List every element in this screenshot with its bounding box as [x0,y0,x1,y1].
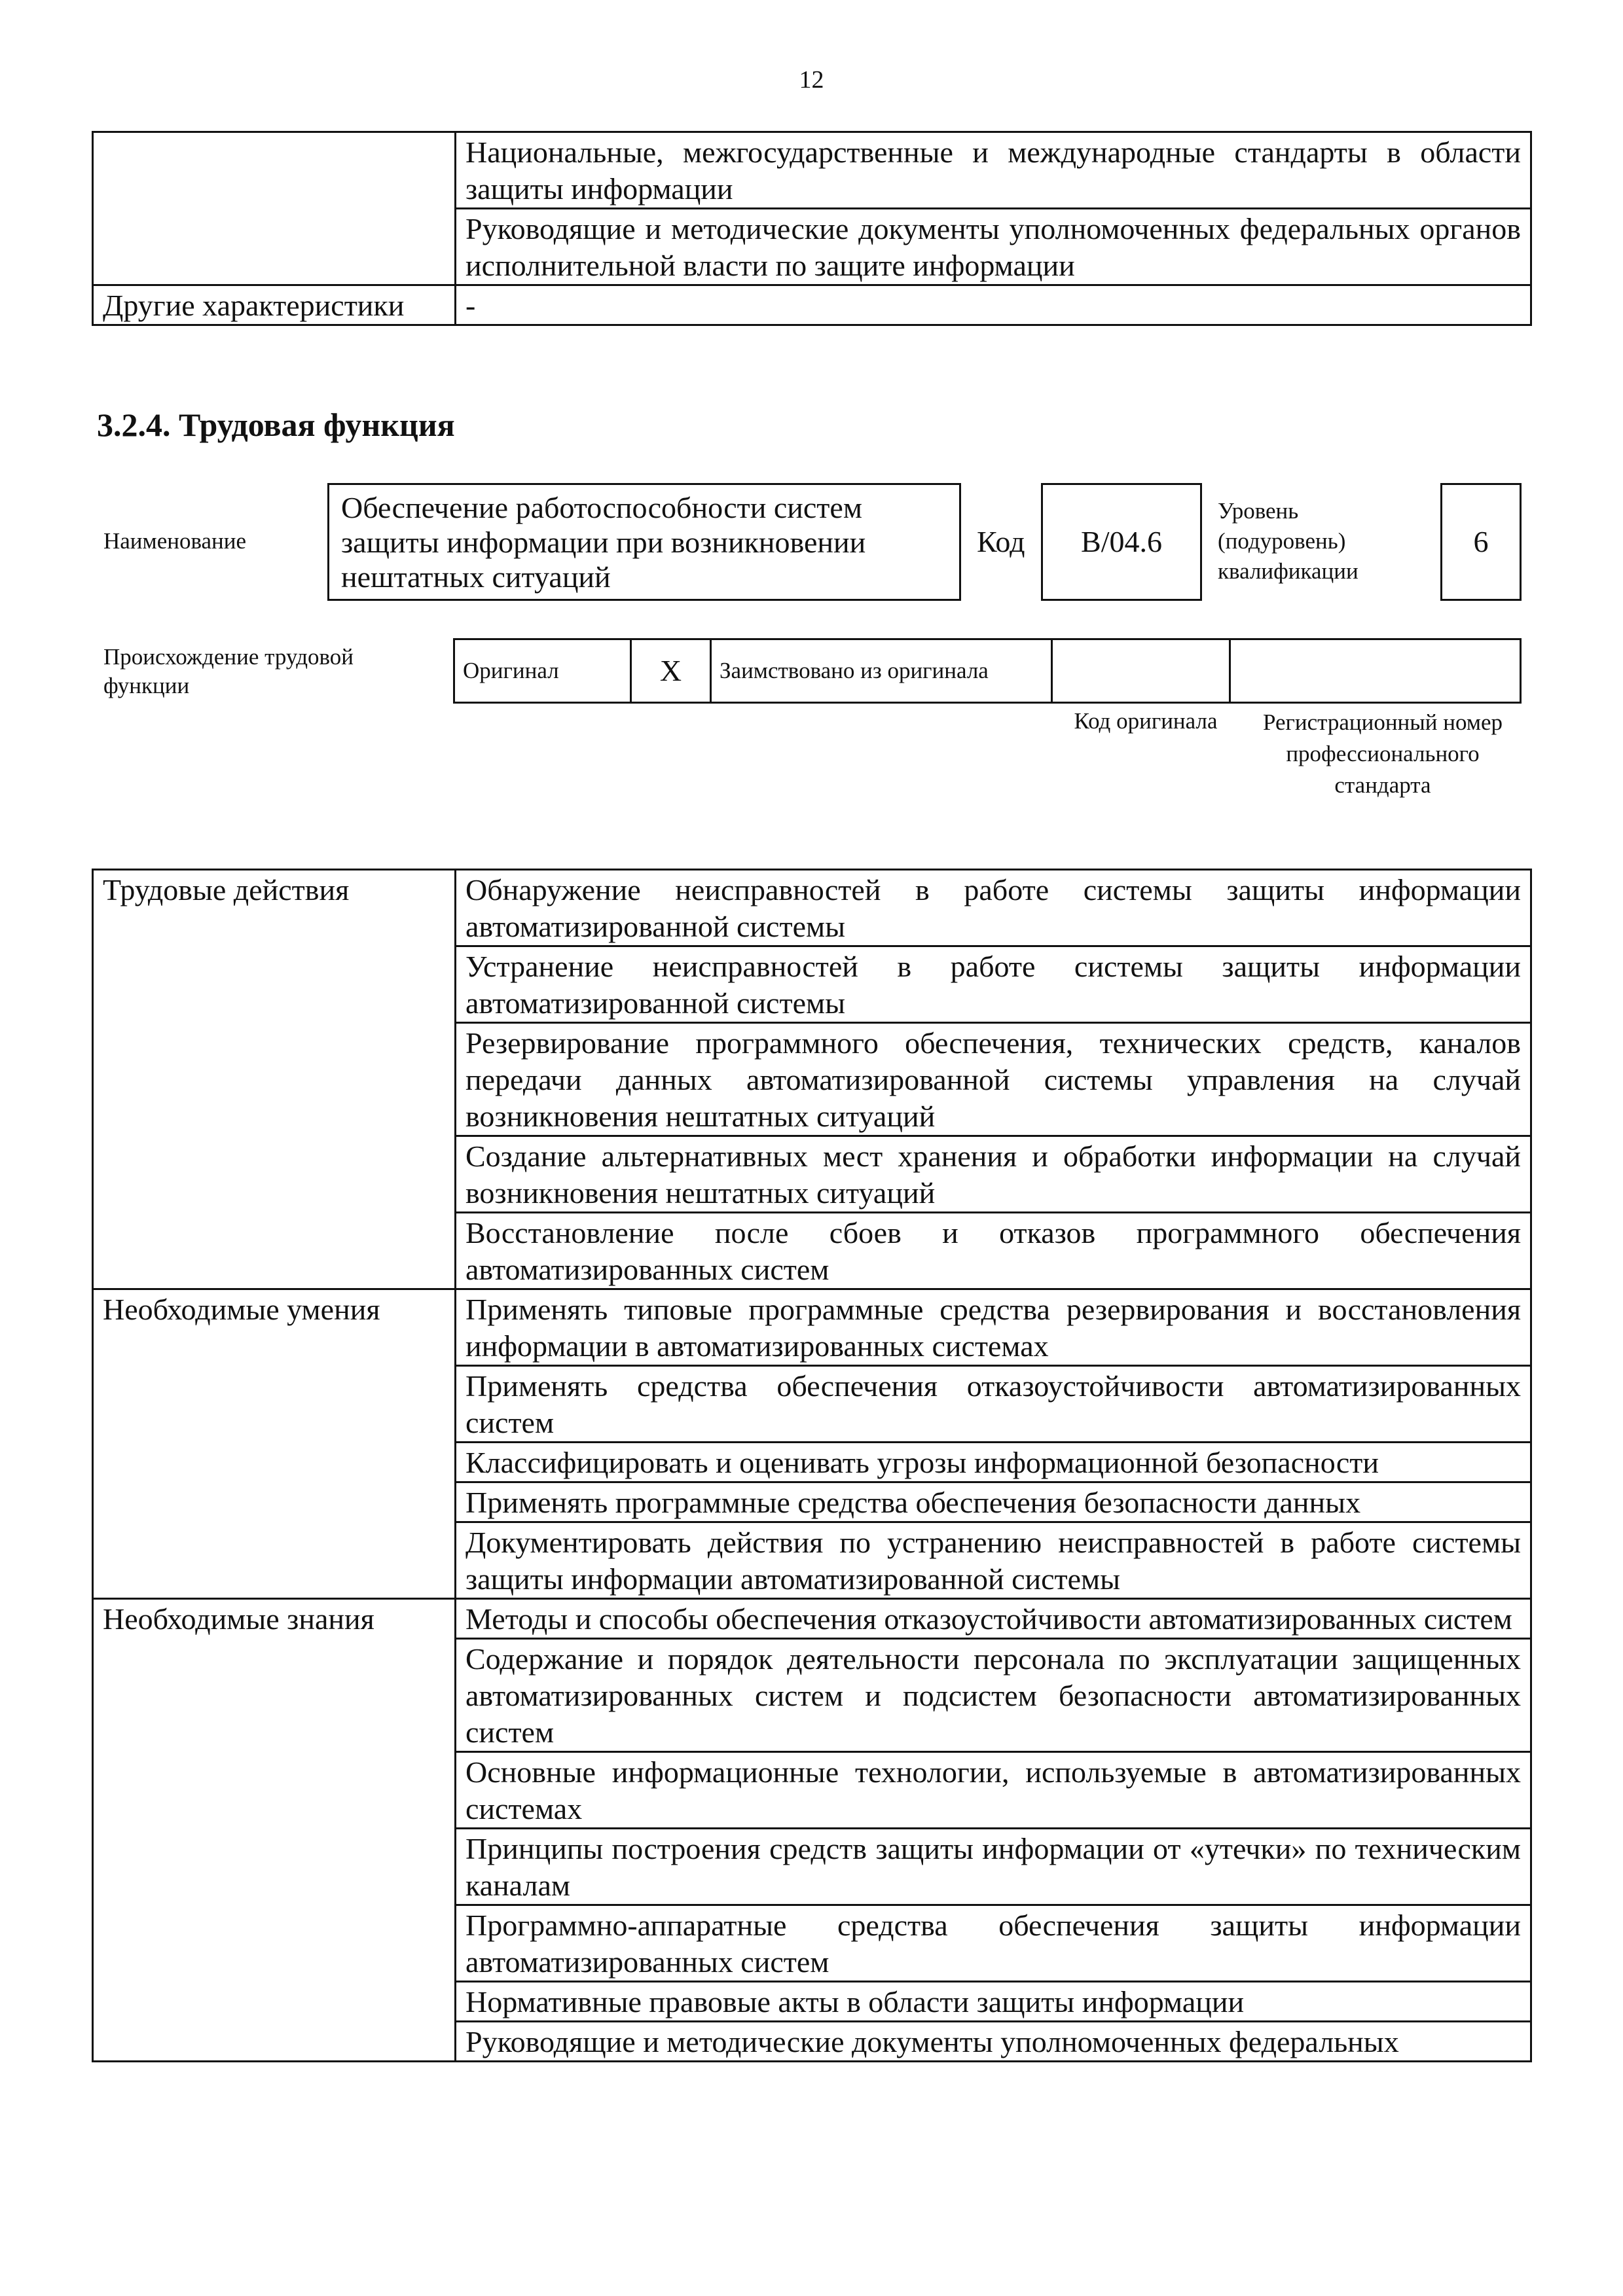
origin-row [454,639,1521,703]
table-cell: Принципы построения средств защиты информации от «утечки» по техническим каналам [456,1829,1531,1905]
table-row [93,132,1531,209]
table-cell: Применять типовые программные средства резервирования и восстановления информации в автоматизированных системах [456,1289,1531,1366]
function-name: Обеспечение работоспособности систем защиты информации при возникновении нештатных ситуаций [341,491,866,594]
table-cell: Программно-аппаратные средства обеспечения защиты информации автоматизированных систем [456,1905,1531,1982]
main-table [92,869,1532,2062]
row-label: Другие характеристики [93,285,456,325]
code-caption: Код оригинала [1074,708,1218,734]
code-value: B/04.6 [1081,525,1162,558]
code-box [1041,483,1202,601]
row-label [93,132,456,285]
table-cell: Документировать действия по устранению неисправностей в работе системы защиты информации автоматизированной системы [456,1522,1531,1599]
origin-table [453,638,1522,704]
code-label: Код [977,525,1025,558]
regnum-caption: Регистрационный номер профессионального стандарта [1262,709,1503,798]
table-cell: Создание альтернативных мест хранения и обработки информации на случай возникновения нештатных ситуаций [456,1136,1531,1213]
group-label: Необходимые умения [93,1289,456,1599]
table-row [93,1289,1531,1366]
table-cell: Резервирование программного обеспечения, технических средств, каналов передачи данных автоматизированной системы управления на случай возникновения нештатных ситуаций [456,1023,1531,1136]
table-cell: Методы и способы обеспечения отказоустойчивости автоматизированных систем [456,1599,1531,1639]
table-cell: Применять программные средства обеспечения безопасности данных [456,1482,1531,1522]
group-label: Необходимые знания [93,1599,456,2062]
origin-label: Происхождение трудовой функции [103,644,354,698]
table-cell: Классифицировать и оценивать угрозы информационной безопасности [456,1443,1531,1482]
table-cell: Нормативные правовые акты в области защиты информации [456,1982,1531,2022]
function-name-box [327,483,961,601]
table-cell: Содержание и порядок деятельности персонала по эксплуатации защищенных автоматизированных систем и подсистем безопасности автоматизированных систем [456,1639,1531,1752]
table-cell: Устранение неисправностей в работе системы защиты информации автоматизированной системы [456,946,1531,1023]
level-value: 6 [1473,525,1489,558]
top-table [92,131,1532,326]
group-label: Трудовые действия [93,870,456,1289]
name-label: Наименование [103,528,247,554]
table-row [93,285,1531,325]
table-row [93,870,1531,946]
table-cell: Обнаружение неисправностей в работе системы защиты информации автоматизированной системы [456,870,1531,946]
table-cell: Применять средства обеспечения отказоустойчивости автоматизированных систем [456,1366,1531,1443]
table-row [93,1599,1531,1639]
row-value: - [456,285,1531,325]
table-cell: Руководящие и методические документы уполномоченных федеральных [456,2022,1531,2062]
table-cell: Основные информационные технологии, используемые в автоматизированных системах [456,1752,1531,1829]
level-label: Уровень (подуровень) квалификации [1218,498,1359,584]
regnum-cell [1230,639,1521,703]
table-cell: Восстановление после сбоев и отказов программного обеспечения автоматизированных систем [456,1213,1531,1289]
row-value: Национальные, межгосударственные и международные стандарты в области защиты информации [456,132,1531,209]
page-number: 12 [799,66,824,94]
row-value: Руководящие и методические документы уполномоченных федеральных органов исполнительной власти по защите информации [456,209,1531,285]
original-label: Оригинал [454,639,631,703]
original-code-cell [1052,639,1230,703]
borrowed-label: Заимствовано из оригинала [711,639,1052,703]
original-mark: X [631,639,711,703]
section-title: 3.2.4. Трудовая функция [97,406,455,443]
level-box [1440,483,1522,601]
